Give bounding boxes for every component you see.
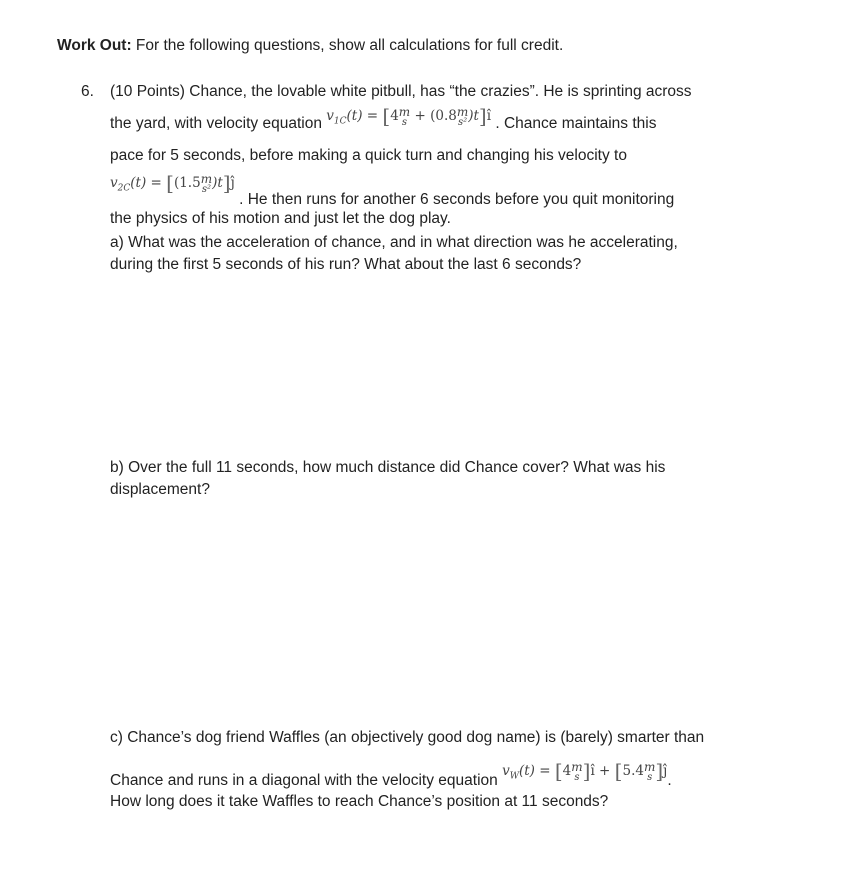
question-line-equation-1 xyxy=(110,104,657,136)
eq1-unit1: m s xyxy=(398,104,411,128)
part-c-line-equation-3 xyxy=(110,759,672,793)
instructions-heading xyxy=(57,37,563,55)
part-b-line-2: displacement? xyxy=(110,481,210,498)
equation-1-lead-text: the yard, with velocity equation xyxy=(110,115,322,132)
part-a-line-2: during the first 5 seconds of his run? What about the last 6 seconds? xyxy=(110,256,582,273)
heading-text: For the following questions, show all calculations for full credit. xyxy=(131,37,564,54)
eq1-unit-vector: î xyxy=(486,108,492,124)
eq3-unit-vector-1: î + xyxy=(590,763,611,779)
eq2-tail: )t xyxy=(212,175,223,191)
eq2-sub: 2C xyxy=(117,183,131,194)
question-intro-line: (10 Points) Chance, the lovable white pitbull, has “the crazies”. He is sprinting across xyxy=(110,83,692,100)
part-c-line-1: c) Chance’s dog friend Waffles (an objectively good dog name) is (barely) smarter than xyxy=(110,729,705,746)
part-c-lead-text: Chance and runs in a diagonal with the velocity equation xyxy=(110,772,498,789)
eq3-unit1: m s xyxy=(571,759,583,783)
question-line-5: the physics of his motion and just let the dog play. xyxy=(110,210,451,227)
velocity-equation-waffles: $v_W(t) = [4$ m s ]î + [5.4 m s ]ĵ xyxy=(502,759,668,783)
equation-2-trail-text: . He then runs for another 6 seconds before you quit monitoring xyxy=(239,191,675,208)
eq3-c2: 5.4 xyxy=(622,763,644,779)
eq2-unit-vector: ĵ xyxy=(230,175,235,191)
eq1-tail: )t xyxy=(468,108,479,124)
eq3-unit-vector-2: ĵ xyxy=(663,763,668,779)
eq3-arg: (t) = xyxy=(518,763,551,779)
part-c-line-3: How long does it take Waffles to reach Chance’s position at 11 seconds? xyxy=(110,793,609,810)
eq2-arg: (t) = xyxy=(130,175,162,191)
eq3-unit2: m s xyxy=(643,759,656,783)
eq1-arg: (t) = xyxy=(346,108,379,124)
eq1-plus: + (0.8 xyxy=(414,108,457,124)
velocity-equation-2: $v_{2C}(t) = [(1.5$ m s² )t]ĵ xyxy=(110,171,235,195)
part-b-line-1: b) Over the full 11 seconds, how much distance did Chance cover? What was his xyxy=(110,459,666,476)
equation-1-trail-text: . Chance maintains this xyxy=(495,115,657,132)
eq2-unit: m s² xyxy=(200,171,213,195)
part-c-trail-text: . xyxy=(667,772,672,789)
eq1-lhs: v xyxy=(326,108,334,124)
question-line-equation-2 xyxy=(110,171,675,208)
question-line-3: pace for 5 seconds, before making a quick turn and changing his velocity to xyxy=(110,147,627,164)
eq1-sub: 1C xyxy=(333,116,347,127)
eq1-unit2: m s² xyxy=(456,104,469,128)
eq3-sub: W xyxy=(509,771,519,782)
eq3-c1: 4 xyxy=(562,763,572,779)
eq3-lhs: v xyxy=(502,763,510,779)
eq1-c1: 4 xyxy=(390,108,399,124)
question-number: 6. xyxy=(81,83,94,100)
eq2-lhs: v xyxy=(110,175,118,191)
velocity-equation-1: $v_{1C}(t) = [4$ m s + (0.8 m s² )t]î xyxy=(326,104,492,128)
eq2-open: (1.5 xyxy=(173,175,201,191)
part-a-line-1: a) What was the acceleration of chance, and in what direction was he accelerating, xyxy=(110,234,678,251)
heading-label: Work Out: xyxy=(57,37,132,54)
